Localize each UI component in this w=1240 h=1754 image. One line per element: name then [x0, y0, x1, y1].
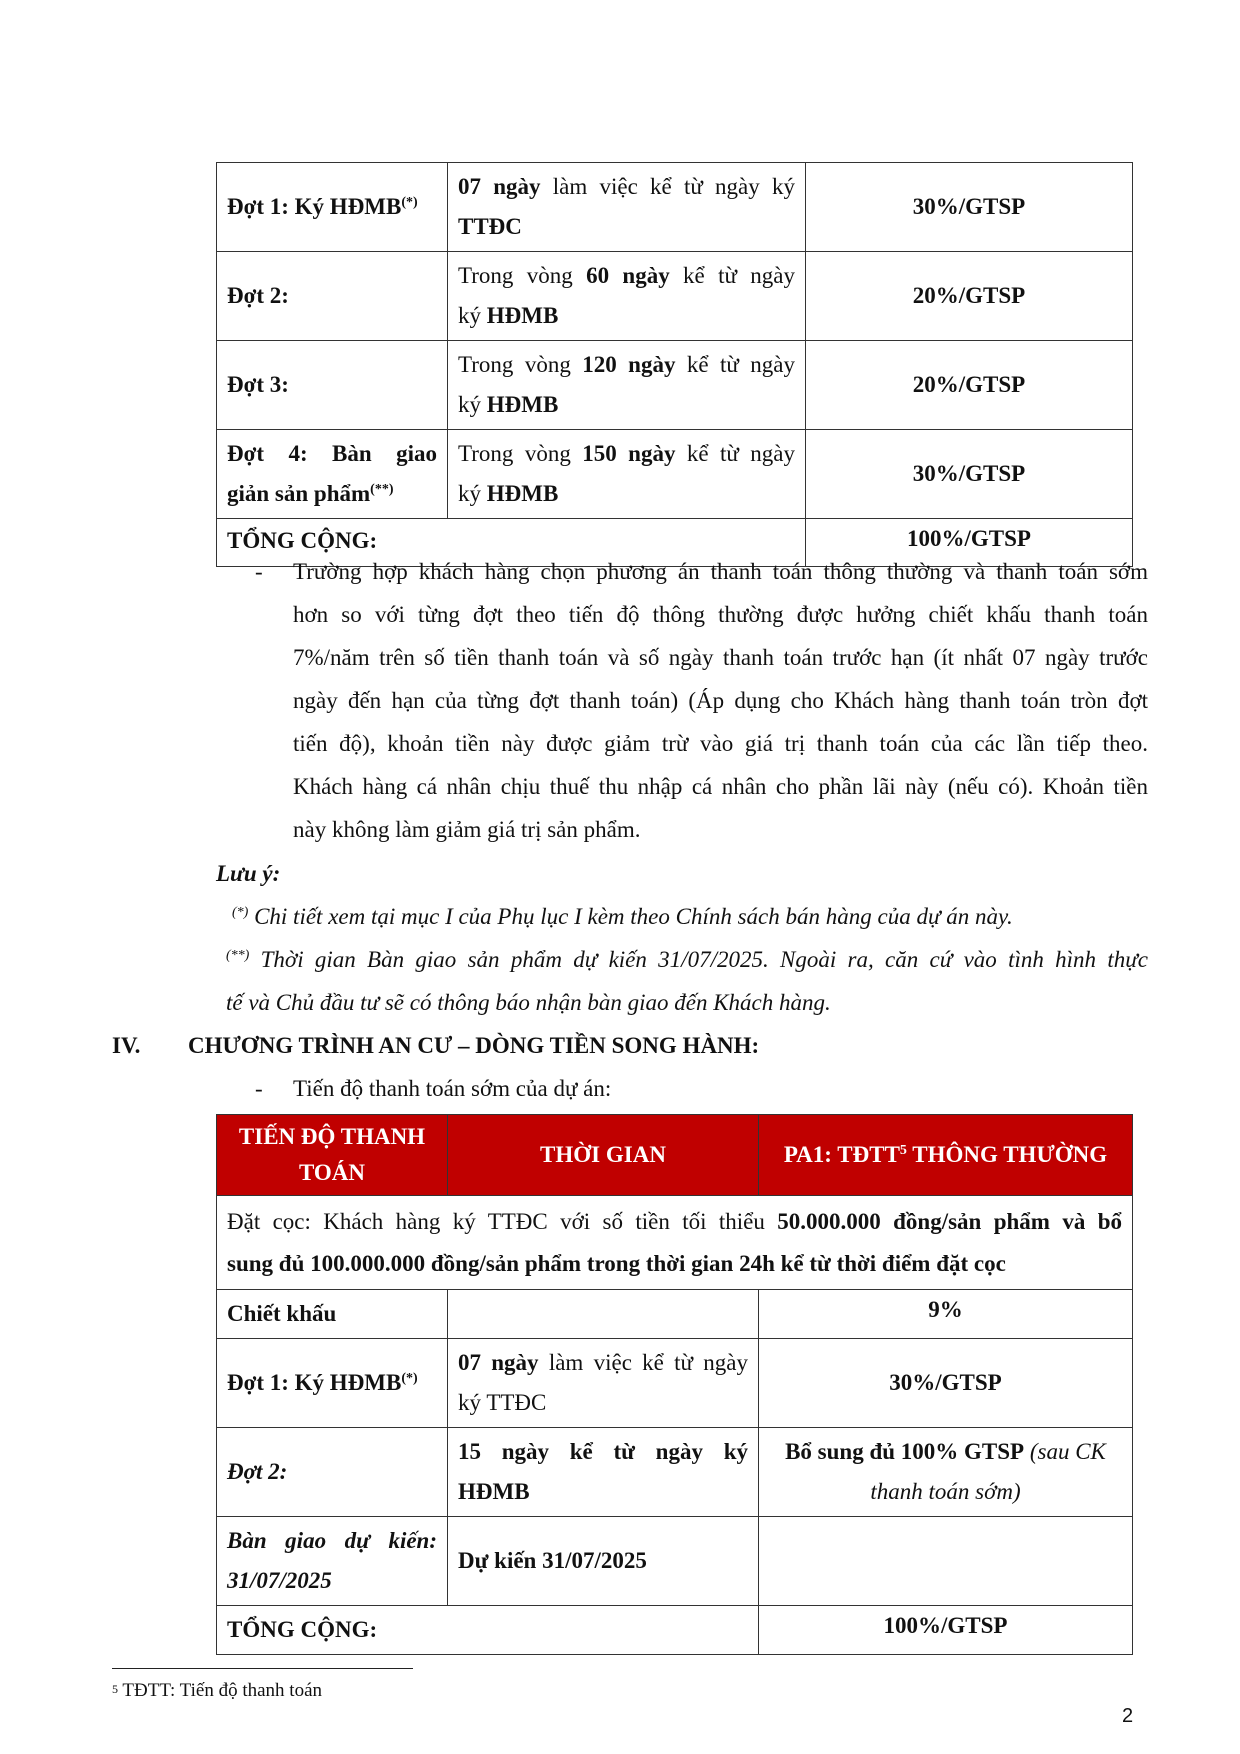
notes-title: Lưu ý:	[216, 861, 281, 886]
paragraph-line: tiến độ), khoản tiền này được giảm trừ vào giá trị thanh toán của các lần tiếp theo.	[293, 731, 1148, 756]
row-time: Trong vòng 60 ngày kể từ ngày ký HĐMB	[448, 252, 806, 341]
section-number: IV.	[112, 1033, 141, 1058]
row-value	[759, 1517, 1133, 1606]
table-row	[217, 341, 1133, 430]
row-label: Đợt 1: Ký HĐMB(*)	[217, 163, 448, 252]
paragraph-line: 7%/năm trên số tiền thanh toán và số ngày thanh toán trước hạn (ít nhất 07 ngày trước	[293, 645, 1148, 670]
paragraph-line: Trường hợp khách hàng chọn phương án thanh toán thông thường và thanh toán sớm	[293, 559, 1148, 584]
row-label: Bàn giao dự kiến: 31/07/2025	[217, 1517, 448, 1606]
paragraph-line: này không làm giảm giá trị sản phẩm.	[293, 817, 641, 842]
table-row	[217, 1339, 1133, 1428]
row-value: 30%/GTSP	[759, 1339, 1133, 1428]
row-time: Trong vòng 150 ngày kể từ ngày ký HĐMB	[448, 430, 806, 519]
table-row	[217, 430, 1133, 519]
total-label: TỔNG CỘNG:	[217, 519, 806, 567]
table-row	[217, 1517, 1133, 1606]
payment-schedule-table	[216, 162, 1133, 567]
row-time: 07 ngày làm việc kể từ ngày ký TTĐC	[448, 1339, 759, 1428]
section-bullet: Tiến độ thanh toán sớm của dự án:	[293, 1076, 612, 1101]
row-value: Bổ sung đủ 100% GTSP (sau CK thanh toán sớm)	[759, 1428, 1133, 1517]
table-header	[217, 1115, 1133, 1196]
total-row	[217, 1606, 1133, 1655]
row-label: Đợt 3:	[217, 341, 448, 430]
row-value: 30%/GTSP	[806, 163, 1133, 252]
table-row	[217, 1428, 1133, 1517]
row-time: Trong vòng 120 ngày kể từ ngày ký HĐMB	[448, 341, 806, 430]
page-number: 2	[1122, 1705, 1134, 1727]
row-value: 20%/GTSP	[806, 252, 1133, 341]
paragraph-line: Khách hàng cá nhân chịu thuế thu nhập cá nhân cho phần lãi này (nếu có). Khoản tiền	[293, 774, 1148, 799]
discount-row	[217, 1290, 1133, 1339]
row-time: 07 ngày làm việc kể từ ngày ký TTĐC	[448, 163, 806, 252]
row-time: Dự kiến 31/07/2025	[448, 1517, 759, 1606]
header-option: PA1: TĐTT$^5$ THÔNG THƯỜNG	[759, 1115, 1133, 1196]
bullet-dash: -	[255, 1076, 263, 1101]
discount-label: Chiết khấu	[217, 1290, 448, 1339]
early-payment-table	[216, 1114, 1133, 1655]
table-row	[217, 252, 1133, 341]
footnote-divider	[112, 1668, 413, 1669]
discount-value: 9%	[759, 1290, 1133, 1339]
total-value: 100%/GTSP	[806, 519, 1133, 567]
row-value: 30%/GTSP	[806, 430, 1133, 519]
row-label: Đợt 2:	[217, 1428, 448, 1517]
paragraph-line: hơn so với từng đợt theo tiến độ thông thường được hưởng chiết khấu thanh toán	[293, 602, 1148, 627]
header-schedule: TIẾN ĐỘ THANH TOÁN	[217, 1115, 448, 1196]
table-row	[217, 163, 1133, 252]
discount-time	[448, 1290, 759, 1339]
deposit-row	[217, 1196, 1133, 1290]
total-label: TỔNG CỘNG:	[217, 1606, 759, 1655]
discount-paragraph	[293, 550, 1148, 851]
note-1: (*) Chi tiết xem tại mục I của Phụ lục I kèm theo Chính sách bán hàng của dự án này.	[232, 904, 1013, 929]
note-2: (**) Thời gian Bàn giao sản phẩm dự kiến 31/07/2025. Ngoài ra, căn cứ vào tình hình thực tế và Chủ đầu tư sẽ có thông báo nhận bàn giao đến Khách hàng.	[226, 947, 1148, 1015]
section-title: CHƯƠNG TRÌNH AN CƯ – DÒNG TIỀN SONG HÀNH:	[188, 1033, 760, 1058]
footnote: $^5$ TĐTT: Tiến độ thanh toán	[112, 1680, 323, 1701]
paragraph-line: ngày đến hạn của từng đợt thanh toán) (Áp dụng cho Khách hàng thanh toán tròn đợt	[293, 688, 1148, 713]
row-time: 15 ngày kể từ ngày ký HĐMB	[448, 1428, 759, 1517]
row-label: Đợt 4: Bàn giao giản sản phẩm(**)	[217, 430, 448, 519]
deposit-text: Đặt cọc: Khách hàng ký TTĐC với số tiền tối thiểu 50.000.000 đồng/sản phẩm và bổ sung đủ 100.000.000 đồng/sản phẩm trong thời gian 24h kể từ thời điểm đặt cọc	[217, 1196, 1133, 1290]
row-label: Đợt 1: Ký HĐMB(*)	[217, 1339, 448, 1428]
bullet-dash: -	[255, 559, 263, 584]
total-value: 100%/GTSP	[759, 1606, 1133, 1655]
row-label: Đợt 2:	[217, 252, 448, 341]
row-value: 20%/GTSP	[806, 341, 1133, 430]
header-time: THỜI GIAN	[448, 1115, 759, 1196]
